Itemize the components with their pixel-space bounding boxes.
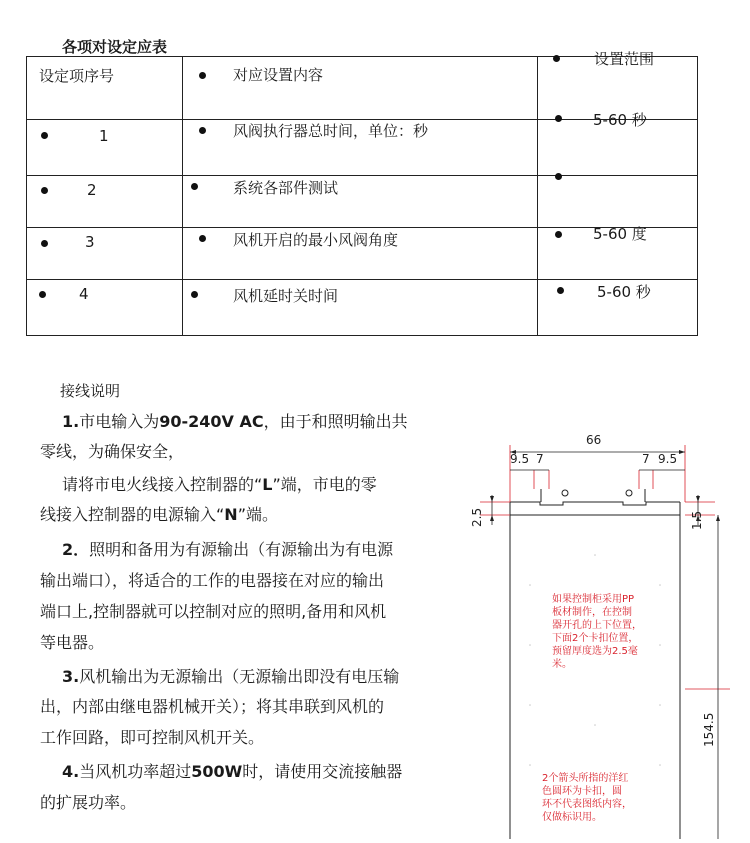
bullet-icon bbox=[553, 55, 560, 62]
wiring-line: 零线，为确保安全， bbox=[40, 442, 185, 461]
row-content: 风阀执行器总时间，单位：秒 bbox=[233, 122, 429, 140]
wiring-title: 接线说明 bbox=[60, 382, 121, 400]
row-range: 5-60 度 bbox=[593, 225, 647, 243]
bullet-icon bbox=[39, 291, 46, 298]
header-range: 设置范围 bbox=[594, 50, 655, 68]
dim-right-a: 7 bbox=[642, 452, 650, 466]
row-content: 风机开启的最小风阀角度 bbox=[233, 231, 399, 249]
wiring-line: 输出端口），将适合的工作的电器接在对应的输出 bbox=[40, 571, 385, 590]
bullet-icon bbox=[41, 187, 48, 194]
bullet-icon bbox=[199, 235, 206, 242]
bullet-icon bbox=[41, 132, 48, 139]
bullet-icon bbox=[191, 183, 198, 190]
dim-width: 66 bbox=[586, 433, 602, 447]
red-note-thickness: 如果控制柜采用PP 板材制作，在控制 器开孔的上下位置， 下面2个卡扣位置， 预留厚度选为2.5毫 米。 bbox=[552, 594, 642, 670]
row-no: 2 bbox=[87, 181, 97, 199]
bullet-icon bbox=[555, 231, 562, 238]
bullet-icon bbox=[555, 173, 562, 180]
bullet-icon bbox=[555, 115, 562, 122]
row-content: 系统各部件测试 bbox=[233, 179, 339, 197]
bullet-icon bbox=[199, 72, 206, 79]
wiring-line: 1.市电输入为90-240V AC，由于和照明输出共 bbox=[62, 412, 408, 431]
row-range: 5-60 秒 bbox=[597, 283, 651, 301]
bullet-icon bbox=[557, 287, 564, 294]
row-range: 5-60 秒 bbox=[593, 111, 647, 129]
red-note-clips: 2个箭头所指的洋红 色圆环为卡扣，圆 环不代表图纸内容， 仅做标识用。 bbox=[542, 773, 632, 823]
wiring-line: 4.当风机功率超过500W时，请使用交流接触器 bbox=[62, 762, 403, 781]
row-no: 4 bbox=[79, 285, 89, 303]
wiring-line: 端口上,控制器就可以控制对应的照明,备用和风机 bbox=[40, 602, 387, 621]
wiring-line: 出，内部由继电器机械开关）；将其串联到风机的 bbox=[40, 697, 385, 716]
dim-height: 154.5 bbox=[702, 712, 716, 747]
table-title: 各项对设定应表 bbox=[62, 38, 168, 56]
row-divider bbox=[27, 175, 697, 176]
dim-right-b: 9.5 bbox=[658, 452, 678, 466]
col-divider bbox=[537, 57, 538, 335]
dim-left-a: 9.5 bbox=[510, 452, 530, 466]
bullet-icon bbox=[41, 240, 48, 247]
wiring-line: 线接入控制器的电源输入“N”端。 bbox=[40, 505, 278, 524]
header-no: 设定项序号 bbox=[39, 67, 115, 85]
dim-left-h: 2.5 bbox=[470, 507, 484, 527]
bullet-icon bbox=[199, 127, 206, 134]
header-content: 对应设置内容 bbox=[233, 66, 324, 84]
wiring-line: 等电器。 bbox=[40, 633, 105, 652]
settings-table bbox=[26, 50, 698, 336]
wiring-line: 的扩展功率。 bbox=[40, 793, 137, 812]
wiring-line: 请将市电火线接入控制器的“L”端，市电的零 bbox=[62, 475, 377, 494]
row-content: 风机延时关时间 bbox=[233, 287, 339, 305]
wiring-line: 工作回路，即可控制风机开关。 bbox=[40, 728, 265, 747]
cutout-drawing bbox=[470, 425, 750, 839]
wiring-line: 3.风机输出为无源输出（无源输出即没有电压输 bbox=[62, 667, 400, 686]
bullet-icon bbox=[191, 291, 198, 298]
wiring-line: 2．照明和备用为有源输出（有源输出为有电源 bbox=[62, 540, 394, 559]
row-divider bbox=[27, 279, 697, 280]
row-no: 1 bbox=[99, 127, 109, 145]
dim-left-b: 7 bbox=[536, 452, 544, 466]
dim-right-h: 1.5 bbox=[690, 510, 704, 530]
col-divider bbox=[182, 57, 183, 335]
row-no: 3 bbox=[85, 233, 95, 251]
